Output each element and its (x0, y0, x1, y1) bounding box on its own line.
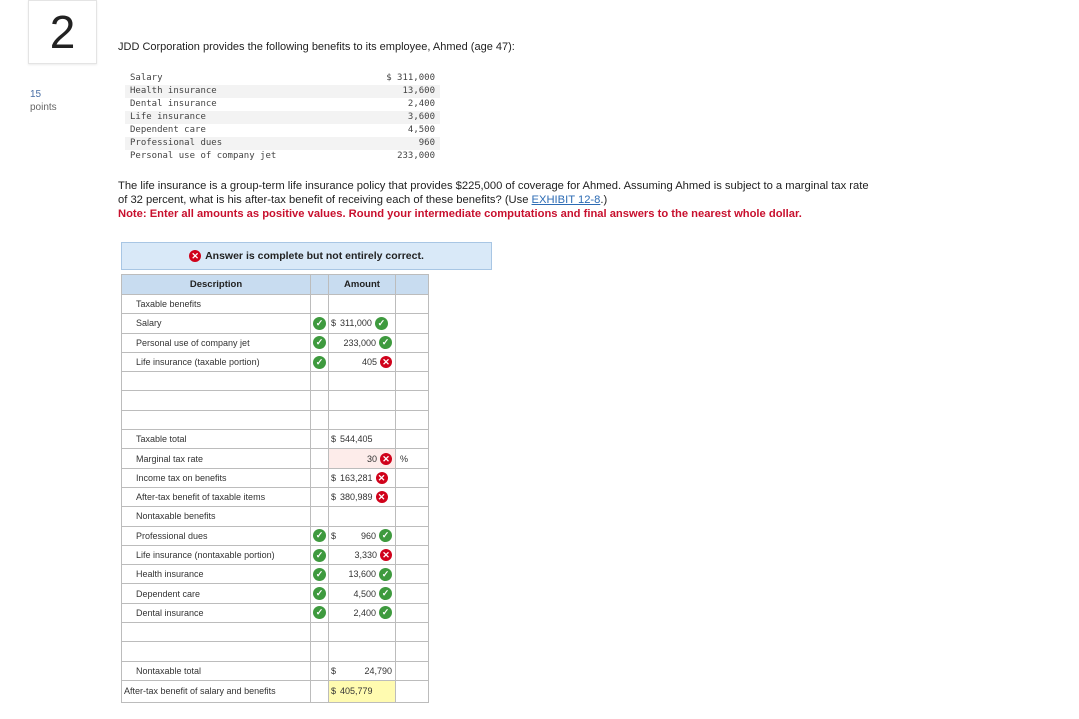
row-status (311, 623, 329, 642)
row-unit (396, 584, 429, 603)
answer-row (122, 487, 429, 506)
x-circle-icon: ✕ (380, 453, 392, 465)
amount-input[interactable] (329, 526, 396, 545)
answer-row (122, 449, 429, 468)
answer-row (122, 603, 429, 622)
x-circle-icon: ✕ (376, 491, 388, 503)
amount-input[interactable] (329, 372, 396, 391)
amount-input[interactable] (329, 507, 396, 526)
answer-row (122, 333, 429, 352)
benefit-row (125, 150, 440, 163)
row-unit (396, 661, 429, 680)
benefit-row (125, 124, 440, 137)
check-circle-icon: ✓ (313, 317, 326, 330)
answer-status-banner (121, 242, 492, 270)
answer-row (122, 295, 429, 314)
points-label: points (30, 102, 57, 113)
currency-symbol: $ (331, 665, 337, 676)
check-circle-icon: ✓ (379, 529, 392, 542)
amount-input[interactable] (329, 680, 396, 702)
currency-symbol: $ (331, 472, 337, 483)
row-status (311, 661, 329, 680)
row-status (311, 391, 329, 410)
row-status (311, 603, 329, 622)
currency-symbol: $ (331, 492, 337, 503)
check-circle-icon: ✓ (379, 587, 392, 600)
benefit-amount: 960 (354, 137, 440, 150)
banner-text: Answer is complete but not entirely correct. (205, 250, 424, 262)
row-status (311, 295, 329, 314)
benefit-row (125, 98, 440, 111)
amount-input[interactable] (329, 352, 396, 371)
check-circle-icon: ✓ (313, 549, 326, 562)
points-info (30, 88, 57, 114)
amount-value: 311,000 (340, 318, 372, 329)
amount-input[interactable] (329, 623, 396, 642)
question-intro: JDD Corporation provides the following benefits to its employee, Ahmed (age 47): (118, 41, 515, 53)
row-unit (396, 391, 429, 410)
benefit-label: Salary (130, 73, 163, 83)
amount-value: 13,600 (348, 569, 376, 580)
x-circle-icon: ✕ (380, 356, 392, 368)
benefit-label: Dental insurance (130, 99, 217, 109)
answer-row (122, 314, 429, 333)
benefit-row (125, 111, 440, 124)
amount-input[interactable] (329, 584, 396, 603)
header-status (311, 275, 329, 295)
check-circle-icon: ✓ (379, 336, 392, 349)
row-description (122, 410, 311, 429)
amount-input[interactable] (329, 642, 396, 661)
question-body-end: .) (600, 194, 608, 206)
row-description: Taxable total (122, 430, 311, 449)
amount-input[interactable] (329, 487, 396, 506)
benefit-amount: 13,600 (354, 85, 440, 98)
answer-row (122, 584, 429, 603)
benefit-label: Dependent care (130, 125, 206, 135)
benefit-label: Professional dues (125, 137, 354, 150)
check-circle-icon: ✓ (313, 587, 326, 600)
check-circle-icon: ✓ (313, 606, 326, 619)
amount-value: 405,779 (340, 686, 373, 697)
amount-value: 163,281 (340, 472, 373, 483)
row-status (311, 314, 329, 333)
answer-row (122, 372, 429, 391)
amount-input[interactable] (329, 430, 396, 449)
check-circle-icon: ✓ (313, 568, 326, 581)
row-unit (396, 314, 429, 333)
amount-input[interactable] (329, 449, 396, 468)
x-circle-icon: ✕ (189, 250, 201, 262)
answer-row (122, 661, 429, 680)
question-text (118, 179, 878, 221)
benefit-row (125, 137, 440, 150)
row-description: Dental insurance (122, 603, 311, 622)
row-description: Dependent care (122, 584, 311, 603)
amount-input[interactable] (329, 545, 396, 564)
check-circle-icon: ✓ (313, 356, 326, 369)
row-description: Salary (122, 314, 311, 333)
benefit-amount: 233,000 (397, 151, 435, 161)
benefit-label: Personal use of company jet (130, 151, 277, 161)
amount-input[interactable] (329, 603, 396, 622)
row-description: Nontaxable total (122, 661, 311, 680)
check-circle-icon: ✓ (375, 317, 388, 330)
row-unit (396, 430, 429, 449)
check-circle-icon: ✓ (379, 606, 392, 619)
row-status (311, 333, 329, 352)
question-body: The life insurance is a group-term life insurance policy that provides $225,000 of coverage for Ahmed. Assuming Ahmed is subject to a marginal tax rate of 32 percent, what is his after-tax benefit of receiving each of these benefits? (Use (118, 180, 869, 206)
row-unit (396, 565, 429, 584)
row-status (311, 584, 329, 603)
row-status (311, 642, 329, 661)
benefit-amount: 4,500 (407, 125, 435, 135)
row-unit (396, 526, 429, 545)
row-description (122, 623, 311, 642)
row-unit (396, 680, 429, 702)
answer-row (122, 391, 429, 410)
row-status (311, 449, 329, 468)
row-status (311, 430, 329, 449)
row-unit (396, 410, 429, 429)
answer-row (122, 430, 429, 449)
amount-input[interactable] (329, 295, 396, 314)
row-status (311, 487, 329, 506)
check-circle-icon: ✓ (313, 336, 326, 349)
check-circle-icon: ✓ (313, 529, 326, 542)
answer-row (122, 352, 429, 371)
answer-row (122, 468, 429, 487)
answer-row (122, 565, 429, 584)
amount-input[interactable] (329, 468, 396, 487)
row-unit (396, 642, 429, 661)
row-status (311, 410, 329, 429)
row-unit (396, 487, 429, 506)
currency-symbol: $ (331, 434, 337, 445)
amount-value: 544,405 (340, 434, 373, 445)
points-value: 15 (30, 89, 42, 100)
answer-row (122, 410, 429, 429)
row-unit (396, 372, 429, 391)
row-description: Health insurance (122, 565, 311, 584)
benefits-table (125, 72, 440, 163)
amount-value: 960 (360, 530, 376, 541)
row-status (311, 565, 329, 584)
row-description: Taxable benefits (122, 295, 311, 314)
row-status (311, 545, 329, 564)
row-unit (396, 333, 429, 352)
amount-value: 24,790 (364, 665, 392, 676)
row-unit (396, 603, 429, 622)
header-unit (396, 275, 429, 295)
row-description: Life insurance (taxable portion) (122, 352, 311, 371)
row-description: Nontaxable benefits (122, 507, 311, 526)
answer-table (121, 274, 429, 703)
instruction-note: Note: Enter all amounts as positive values. Round your intermediate computations and final answers to the nearest whole dollar. (118, 208, 802, 220)
answer-row (122, 680, 429, 702)
row-unit (396, 507, 429, 526)
question-number: 2 (28, 0, 97, 64)
benefit-label: Life insurance (125, 111, 354, 124)
row-unit (396, 352, 429, 371)
row-description: Marginal tax rate (122, 449, 311, 468)
amount-value: 2,400 (353, 607, 376, 618)
amount-value: 3,330 (354, 550, 377, 560)
amount-input[interactable] (329, 314, 396, 333)
answer-row (122, 507, 429, 526)
row-status (311, 372, 329, 391)
row-description: Income tax on benefits (122, 468, 311, 487)
amount-value: 4,500 (353, 588, 376, 599)
answer-row (122, 623, 429, 642)
benefit-amount: 3,600 (354, 111, 440, 124)
row-unit: % (396, 449, 429, 468)
header-description: Description (122, 275, 311, 295)
currency-symbol: $ (331, 318, 337, 329)
row-status (311, 507, 329, 526)
row-unit (396, 623, 429, 642)
currency-symbol: $ (331, 530, 337, 541)
row-description (122, 391, 311, 410)
amount-input[interactable] (329, 333, 396, 352)
amount-input[interactable] (329, 565, 396, 584)
x-circle-icon: ✕ (376, 472, 388, 484)
amount-input[interactable] (329, 391, 396, 410)
answer-row (122, 642, 429, 661)
row-status (311, 352, 329, 371)
answer-row (122, 526, 429, 545)
row-unit (396, 295, 429, 314)
row-description: After-tax benefit of salary and benefits (122, 680, 311, 702)
row-status (311, 680, 329, 702)
x-circle-icon: ✕ (380, 549, 392, 561)
amount-input[interactable] (329, 410, 396, 429)
header-amount: Amount (329, 275, 396, 295)
amount-value: 30 (366, 453, 377, 464)
check-circle-icon: ✓ (379, 568, 392, 581)
benefit-amount: $ 311,000 (386, 73, 435, 83)
row-description (122, 372, 311, 391)
row-status (311, 526, 329, 545)
amount-value: 233,000 (343, 337, 376, 348)
row-description (122, 642, 311, 661)
amount-value: 380,989 (340, 492, 373, 503)
amount-value: 405 (361, 357, 377, 368)
answer-row (122, 545, 429, 564)
exhibit-link[interactable]: EXHIBIT 12-8 (531, 194, 601, 206)
benefit-label: Health insurance (125, 85, 354, 98)
benefit-row (125, 85, 440, 98)
currency-symbol: $ (331, 686, 337, 697)
row-status (311, 468, 329, 487)
row-description: Life insurance (nontaxable portion) (122, 545, 311, 564)
row-description: After-tax benefit of taxable items (122, 487, 311, 506)
benefit-amount: 2,400 (407, 99, 435, 109)
row-description: Professional dues (122, 526, 311, 545)
benefit-row (125, 72, 440, 85)
row-unit (396, 468, 429, 487)
row-unit (396, 545, 429, 564)
amount-input[interactable] (329, 661, 396, 680)
row-description: Personal use of company jet (122, 333, 311, 352)
